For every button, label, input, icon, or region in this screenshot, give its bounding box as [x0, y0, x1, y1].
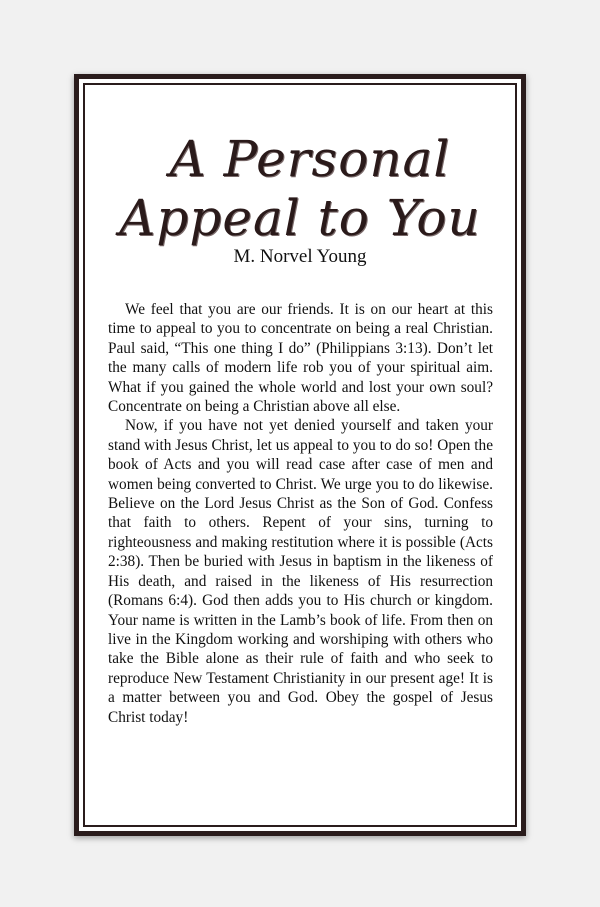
body-text — [108, 300, 493, 727]
paragraph-1: We feel that you are our friends. It is on our heart at this time to appeal to you to concentrate on being a real Christian. Paul said, “This one thing I do” (Philippians 3:13). Don’t let the many calls of modern life rob you of your spiritual aim. What if you gained the whole world and lost your own soul? Concentrate on being a Christian above all else. — [108, 301, 493, 416]
paragraph-2: Now, if you have not yet denied yourself and taken your stand with Jesus Christ, let us appeal to you to do so! Open the book of Acts and you will read case after case of men and women being converted to Christ. We urge you to do likewise. Believe on the Lord Jesus Christ as the Son of God. Confess that faith to others. Repent of your sins, turning to righteousness and making restitution where it is possible (Acts 2:38). Then be buried with Jesus in baptism in the likeness of His death, and raised in the likeness of His resurrection (Romans 6:4). God then adds you to His church or kingdom. Your name is written in the Lamb’s book of life. From then on live in the Kingdom working and worshiping with others who take the Bible alone as their rule of faith and who seek to reproduce New Testament Christianity in our present age! It is a matter between you and God. Obey the gospel of Jesus Christ today! — [108, 417, 493, 726]
tract-card — [74, 74, 526, 836]
title-line-1: A Personal — [169, 130, 451, 188]
title-line-2: Appeal to You — [119, 189, 481, 247]
author-name: M. Norvel Young — [233, 246, 367, 267]
